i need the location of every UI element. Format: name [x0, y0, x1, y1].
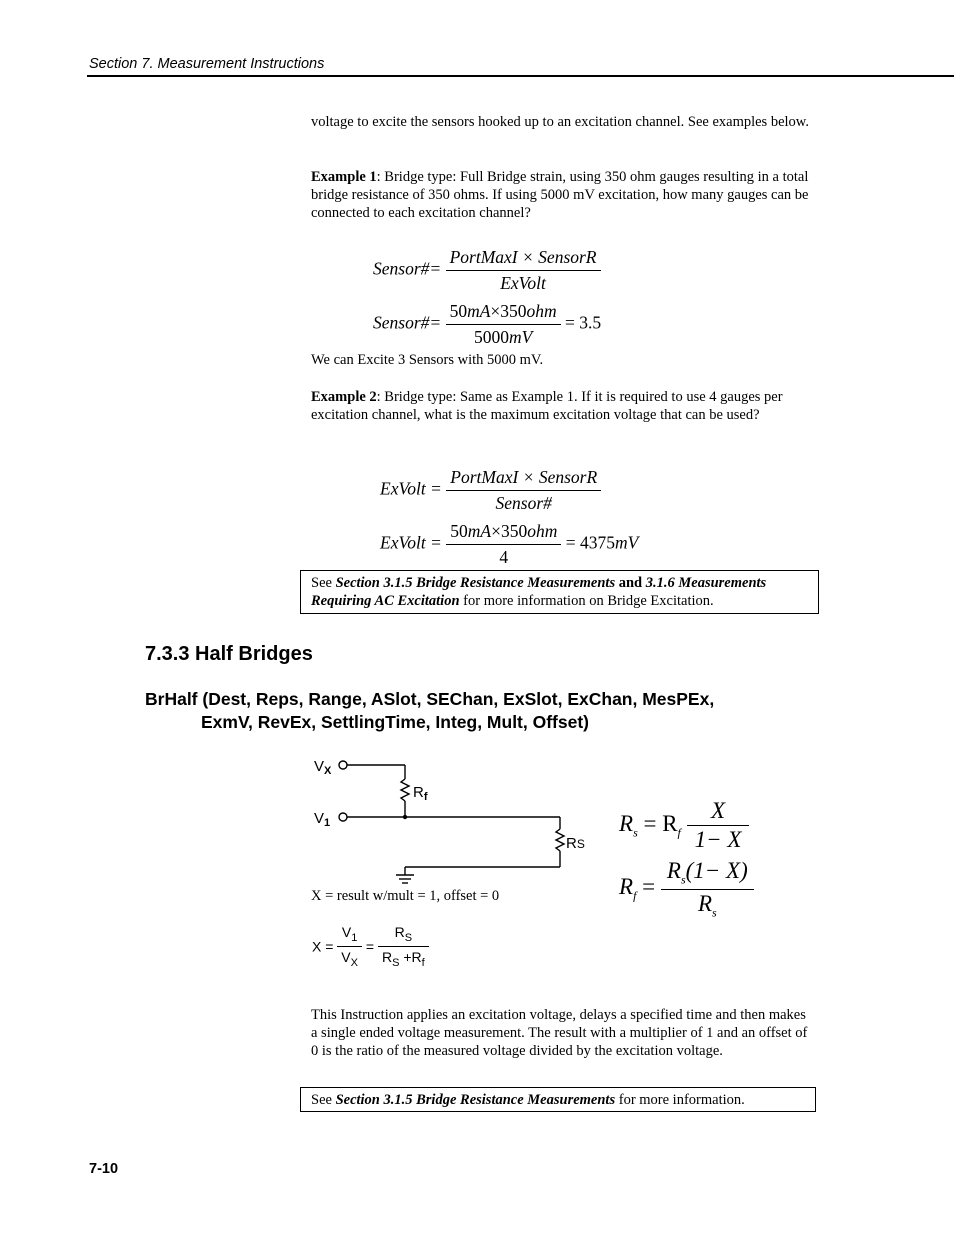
x-resistance-ratio: $\frac{R_S}{R_S +R_f}$	[378, 924, 429, 969]
eq-fraction	[446, 301, 561, 348]
page-number: 7-10	[89, 1161, 119, 1177]
example2-equation1	[380, 467, 601, 514]
example1-equation1	[373, 247, 601, 294]
rs-label: RS	[566, 835, 585, 852]
example1-equation2	[373, 301, 601, 348]
note-box-bridge-excitation: See Section 3.1.5 Bridge Resistance Measurements and 3.1.6 Measurements Requiring AC Excitation for more information on Bridge Excitation.	[300, 570, 819, 614]
example1-conclusion: We can Excite 3 Sensors with 5000 mV.	[311, 352, 544, 368]
section-reference-link[interactable]: Section 3.1.5 Bridge Resistance Measurements	[335, 1092, 616, 1108]
eq-denominator: 5000mV	[473, 327, 533, 347]
eq-denominator: Sensor#	[495, 493, 552, 513]
rf-label: $R_f$	[413, 784, 428, 803]
eq-result: = 4375mV	[565, 532, 639, 553]
example2-paragraph	[311, 388, 801, 424]
x-ratio-equation: X = $\frac{V_1}{V_X}$ = $\frac{R_S}{R_S +R_f}$	[312, 924, 429, 969]
instruction-line-2: ExmV, RevEx, SettlingTime, Integ, Mult, Offset)	[201, 712, 589, 732]
section-reference-link[interactable]: Section 3.1.5 Bridge Resistance Measurements	[335, 575, 616, 591]
intro-paragraph: voltage to excite the sensors hooked up to an excitation channel. See examples below.	[311, 114, 809, 130]
section-heading: 7.3.3 Half Bridges	[145, 643, 313, 665]
eq-numerator: 50mA×350ohm	[446, 521, 561, 545]
example2-label: Example 2	[311, 389, 377, 405]
example1-label: Example 1	[311, 169, 377, 185]
v1-terminal	[339, 813, 347, 821]
v1-label: $V_1$	[314, 810, 331, 829]
eq-fraction	[446, 521, 561, 568]
eq-numerator: 50mA×350ohm	[446, 301, 561, 325]
diagram-caption: X = result w/mult = 1, offset = 0	[311, 888, 500, 904]
x-voltage-ratio: $\frac{V_1}{V_X}$	[337, 924, 362, 969]
eq-fraction	[446, 467, 601, 514]
half-bridge-circuit-diagram	[300, 748, 600, 896]
vx-terminal	[339, 761, 347, 769]
example1-paragraph	[311, 168, 811, 222]
instruction-line-1: BrHalf (Dest, Reps, Range, ASlot, SEChan, ExSlot, ExChan, MesPEx,	[145, 689, 715, 709]
section-reference-link[interactable]: 3.1.6 Measurements Requiring AC Excitation	[311, 575, 767, 609]
header-rule	[87, 75, 954, 77]
example2-text: : Bridge type: Same as Example 1. If it is required to use 4 gauges per excitation channel, what is the maximum excitation voltage that can be used?	[311, 389, 783, 423]
eq-fraction	[446, 247, 601, 294]
eq-lhs: Sensor#=	[373, 258, 442, 279]
eq-numerator: PortMaxI × SensorR	[446, 467, 601, 491]
instruction-signature	[145, 688, 714, 734]
note-box-bridge-resistance: See Section 3.1.5 Bridge Resistance Measurements for more information.	[300, 1087, 816, 1112]
eq-numerator: PortMaxI × SensorR	[446, 247, 601, 271]
rf-formula: $R_f$ = $\frac{R_s(1- X)}{R_s}$	[619, 858, 754, 920]
eq-lhs: ExVolt =	[380, 532, 442, 553]
eq-result: = 3.5	[565, 312, 602, 333]
rs-resistor	[556, 829, 564, 851]
vx-label: $V_X$	[314, 758, 332, 777]
example1-text: : Bridge type: Full Bridge strain, using 350 ohm gauges resulting in a total bridge resistance of 350 ohms. If using 5000 mV excitation, how many gauges can be connected to each excitation channel?	[311, 169, 809, 221]
eq-lhs: ExVolt =	[380, 478, 442, 499]
rf-resistor	[401, 779, 409, 801]
eq-denominator: 4	[499, 547, 509, 567]
running-header: Section 7. Measurement Instructions	[89, 56, 325, 72]
example2-equation2	[380, 521, 638, 568]
instruction-description: This Instruction applies an excitation voltage, delays a specified time and then makes a single ended voltage measurement. The result with a multiplier of 1 and an offset of 0 is the ratio of the measured voltage divided by the excitation voltage.	[311, 1007, 808, 1059]
eq-lhs: Sensor#=	[373, 312, 442, 333]
eq-denominator: ExVolt	[500, 273, 546, 293]
rs-formula: $R_s = R_f$ $\frac{X}{1- X}$	[619, 798, 749, 853]
